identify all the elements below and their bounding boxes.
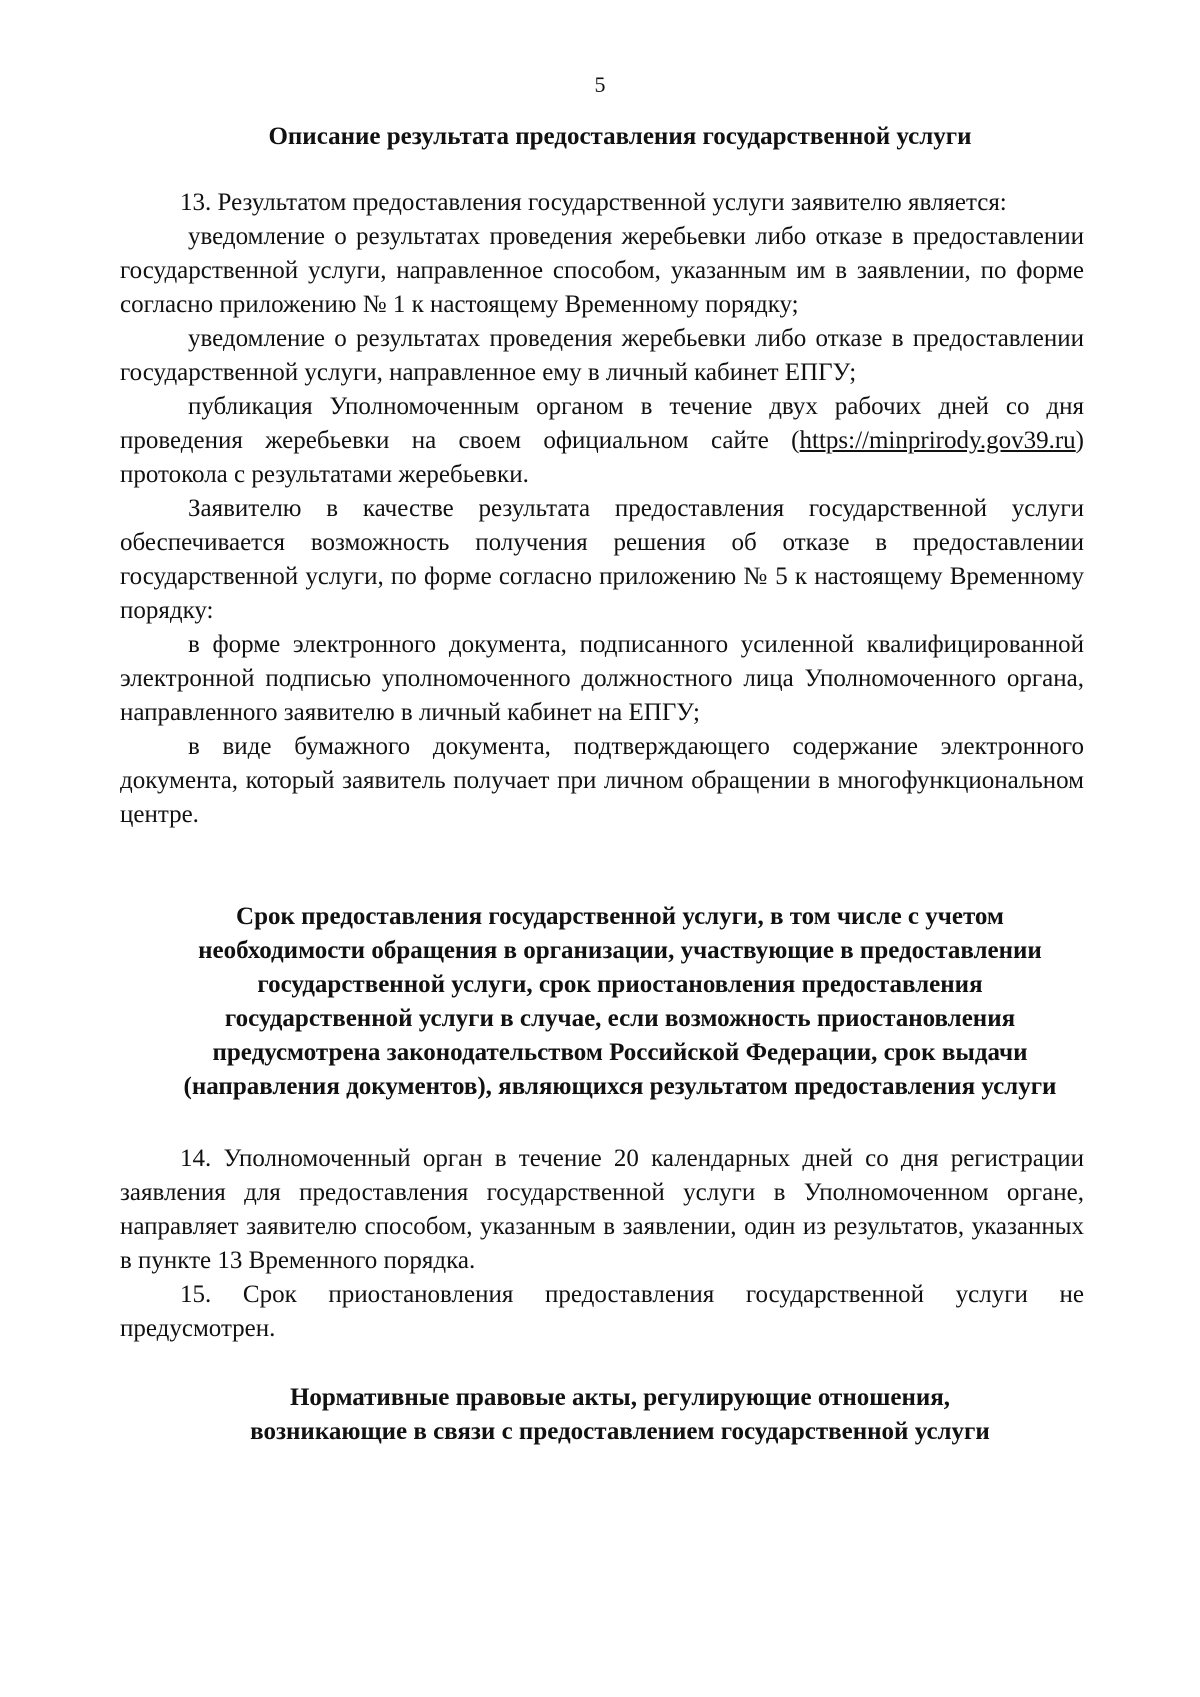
- section-title-result: Описание результата предоставления государственной услуги: [268, 123, 972, 150]
- publication-text-start: публикация Уполномоченным органом в течение двух рабочих дней со дня проведения жеребьевки на своем официальном сайте (: [120, 393, 1084, 454]
- section-term-body: [120, 1142, 1084, 1346]
- term-title-line: (направления документов), являющихся результатом предоставления услуги: [183, 1073, 1057, 1100]
- paragraph-refusal-decision: Заявителю в качестве результата предоставления государственной услуги обеспечивается возможность получения решения об отказе в предоставлении государственной услуги, по форме согласно приложению № 5 к настоящему Временному порядку:: [120, 495, 1084, 624]
- paragraph-13: 13. Результатом предоставления государственной услуги заявителю является:: [180, 189, 1007, 216]
- legal-acts-title-line: Нормативные правовые акты, регулирующие отношения,: [289, 1384, 951, 1411]
- official-site-link[interactable]: https://minprirody.gov39.ru: [799, 427, 1076, 454]
- page-number: 5: [594, 72, 606, 97]
- term-title-line: государственной услуги, срок приостановления предоставления: [257, 971, 983, 998]
- section-result-body: [120, 186, 1084, 832]
- section-title-legal-acts: [120, 1381, 1120, 1449]
- term-title-line: необходимости обращения в организации, участвующие в предоставлении: [198, 937, 1042, 964]
- paragraph-notice-method: уведомление о результатах проведения жеребьевки либо отказе в предоставлении государственной услуги, направленное способом, указанным им в заявлении, по форме согласно приложению № 1 к настоящему Временному порядку;: [120, 223, 1084, 318]
- paragraph-electronic-form: в форме электронного документа, подписанного усиленной квалифицированной электронной подписью уполномоченного должностного лица Уполномоченного органа, направленного заявителю в личный кабинет на ЕПГУ;: [120, 631, 1084, 726]
- term-title-line: предусмотрена законодательством Российской Федерации, срок выдачи: [212, 1039, 1028, 1066]
- paragraph-publication: [120, 390, 1084, 492]
- paragraph-notice-cabinet: уведомление о результатах проведения жеребьевки либо отказе в предоставлении государственной услуги, направленное ему в личный кабинет ЕПГУ;: [120, 325, 1084, 386]
- legal-acts-title-line: возникающие в связи с предоставлением государственной услуги: [250, 1418, 990, 1445]
- publication-text-end: ) протокола с результатами жеребьевки.: [120, 427, 1084, 488]
- section-title-term: [120, 900, 1120, 1104]
- paragraph-paper-form: в виде бумажного документа, подтверждающего содержание электронного документа, который заявитель получает при личном обращении в многофункциональном центре.: [120, 733, 1084, 828]
- term-title-line: государственной услуги в случае, если возможность приостановления: [224, 1005, 1016, 1032]
- paragraph-15: 15. Срок приостановления предоставления государственной услуги не предусмотрен.: [120, 1281, 1084, 1342]
- term-title-line: Срок предоставления государственной услуги, в том числе с учетом: [236, 903, 1004, 930]
- paragraph-14: 14. Уполномоченный орган в течение 20 календарных дней со дня регистрации заявления для предоставления государственной услуги в Уполномоченном органе, направляет заявителю способом, указанным в заявлении, один из результатов, указанных в пункте 13 Временного порядка.: [120, 1145, 1084, 1274]
